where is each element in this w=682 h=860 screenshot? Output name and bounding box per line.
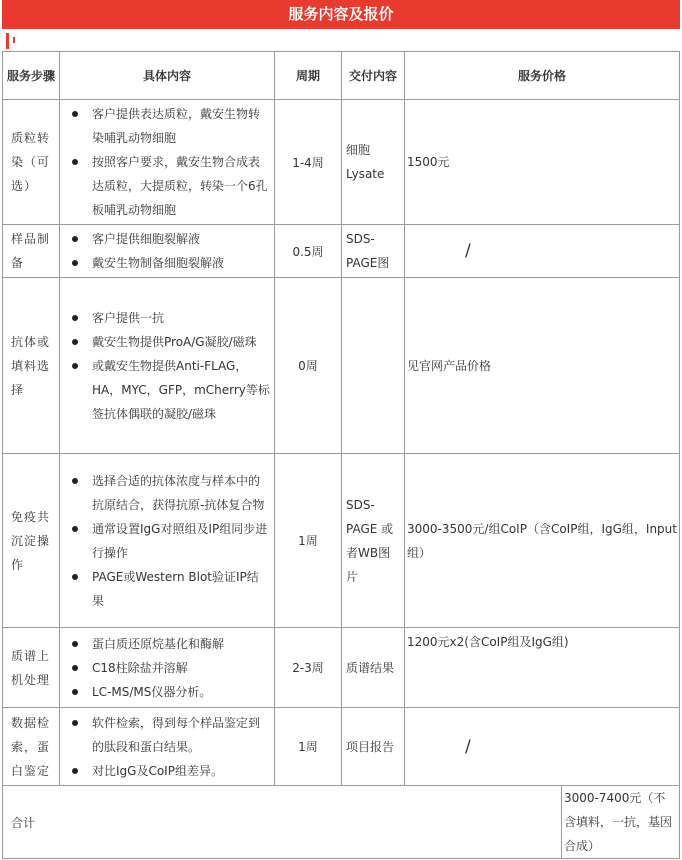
step-cell: 样品制备 xyxy=(3,225,60,278)
content-item: 对比IgG及CoIP组差异。 xyxy=(88,759,270,783)
content-item: 客户提供细胞裂解液 xyxy=(88,227,270,251)
table-row xyxy=(3,708,680,786)
total-label: 合计 xyxy=(3,786,562,859)
period-cell: 0周 xyxy=(275,278,342,454)
price-cell: 1500元 xyxy=(405,100,680,225)
content-item: C18柱除盐并溶解 xyxy=(88,656,270,680)
content-item: 客户提供表达质粒，戴安生物转染哺乳动物细胞 xyxy=(88,102,270,150)
section-title-banner xyxy=(2,0,680,29)
price-cell xyxy=(405,708,680,786)
content-item: 或戴安生物提供Anti-FLAG，HA，MYC，GFP，mCherry等标签抗体偶联的凝胶/磁珠 xyxy=(88,354,270,426)
step-cell: 质谱上机处理 xyxy=(3,628,60,708)
accent-mark xyxy=(13,37,15,43)
deliver-cell: 质谱结果 xyxy=(342,628,405,708)
section-title: 服务内容及报价 xyxy=(288,5,394,23)
content-item: LC-MS/MS仪器分析。 xyxy=(88,680,270,704)
content-item: 戴安生物制备细胞裂解液 xyxy=(88,251,270,275)
content-item: PAGE或Western Blot验证IP结果 xyxy=(88,565,270,613)
content-item: 客户提供一抗 xyxy=(88,306,270,330)
price-cell: 1200元x2(含CoIP组及IgG组) xyxy=(405,628,680,708)
content-cell xyxy=(60,708,275,786)
step-cell: 数据检索，蛋白鉴定 xyxy=(3,708,60,786)
table-row xyxy=(3,628,680,708)
period-cell: 1周 xyxy=(275,708,342,786)
table-row xyxy=(3,225,680,278)
content-item: 戴安生物提供ProA/G凝胶/磁珠 xyxy=(88,330,270,354)
period-cell: 1-4周 xyxy=(275,100,342,225)
header-content: 具体内容 xyxy=(60,52,275,100)
content-item: 选择合适的抗体浓度与样本中的抗原结合，获得抗原-抗体复合物 xyxy=(88,469,270,517)
content-cell xyxy=(60,225,275,278)
content-item: 通常设置IgG对照组及IP组同步进行操作 xyxy=(88,517,270,565)
price-cell xyxy=(405,225,680,278)
deliver-cell xyxy=(342,278,405,454)
price-value: / xyxy=(465,736,471,757)
period-cell: 1周 xyxy=(275,454,342,628)
content-item: 按照客户要求，戴安生物合成表达质粒，大提质粒，转染一个6孔板哺乳动物细胞 xyxy=(88,150,270,222)
table-header-row xyxy=(3,52,680,100)
step-cell: 抗体或填料选择 xyxy=(3,278,60,454)
header-price: 服务价格 xyxy=(405,52,680,100)
accent-bar xyxy=(6,33,9,49)
service-price-table xyxy=(2,51,680,859)
period-cell: 0.5周 xyxy=(275,225,342,278)
period-cell: 2-3周 xyxy=(275,628,342,708)
price-value: / xyxy=(465,241,471,261)
total-value: 3000-7400元（不含填料，一抗，基因合成） xyxy=(562,786,680,859)
content-item: 软件检索，得到每个样品鉴定到的肽段和蛋白结果。 xyxy=(88,711,270,759)
step-cell: 质粒转染（可选） xyxy=(3,100,60,225)
deliver-cell: SDS-PAGE 或者WB图片 xyxy=(342,454,405,628)
header-deliver: 交付内容 xyxy=(342,52,405,100)
header-period: 周期 xyxy=(275,52,342,100)
table-row xyxy=(3,278,680,454)
content-cell xyxy=(60,454,275,628)
price-cell: 见官网产品价格 xyxy=(405,278,680,454)
content-cell xyxy=(60,628,275,708)
step-cell: 免疫共沉淀操作 xyxy=(3,454,60,628)
header-step: 服务步骤 xyxy=(3,52,60,100)
content-cell xyxy=(60,100,275,225)
content-cell xyxy=(60,278,275,454)
deliver-cell: 项目报告 xyxy=(342,708,405,786)
deliver-cell: SDS-PAGE图 xyxy=(342,225,405,278)
content-item: 蛋白质还原烷基化和酶解 xyxy=(88,632,270,656)
total-row xyxy=(3,786,680,859)
table-row xyxy=(3,100,680,225)
deliver-cell: 细胞 Lysate xyxy=(342,100,405,225)
table-row xyxy=(3,454,680,628)
price-cell: 3000-3500元/组CoIP（含CoIP组，IgG组，Input组） xyxy=(405,454,680,628)
